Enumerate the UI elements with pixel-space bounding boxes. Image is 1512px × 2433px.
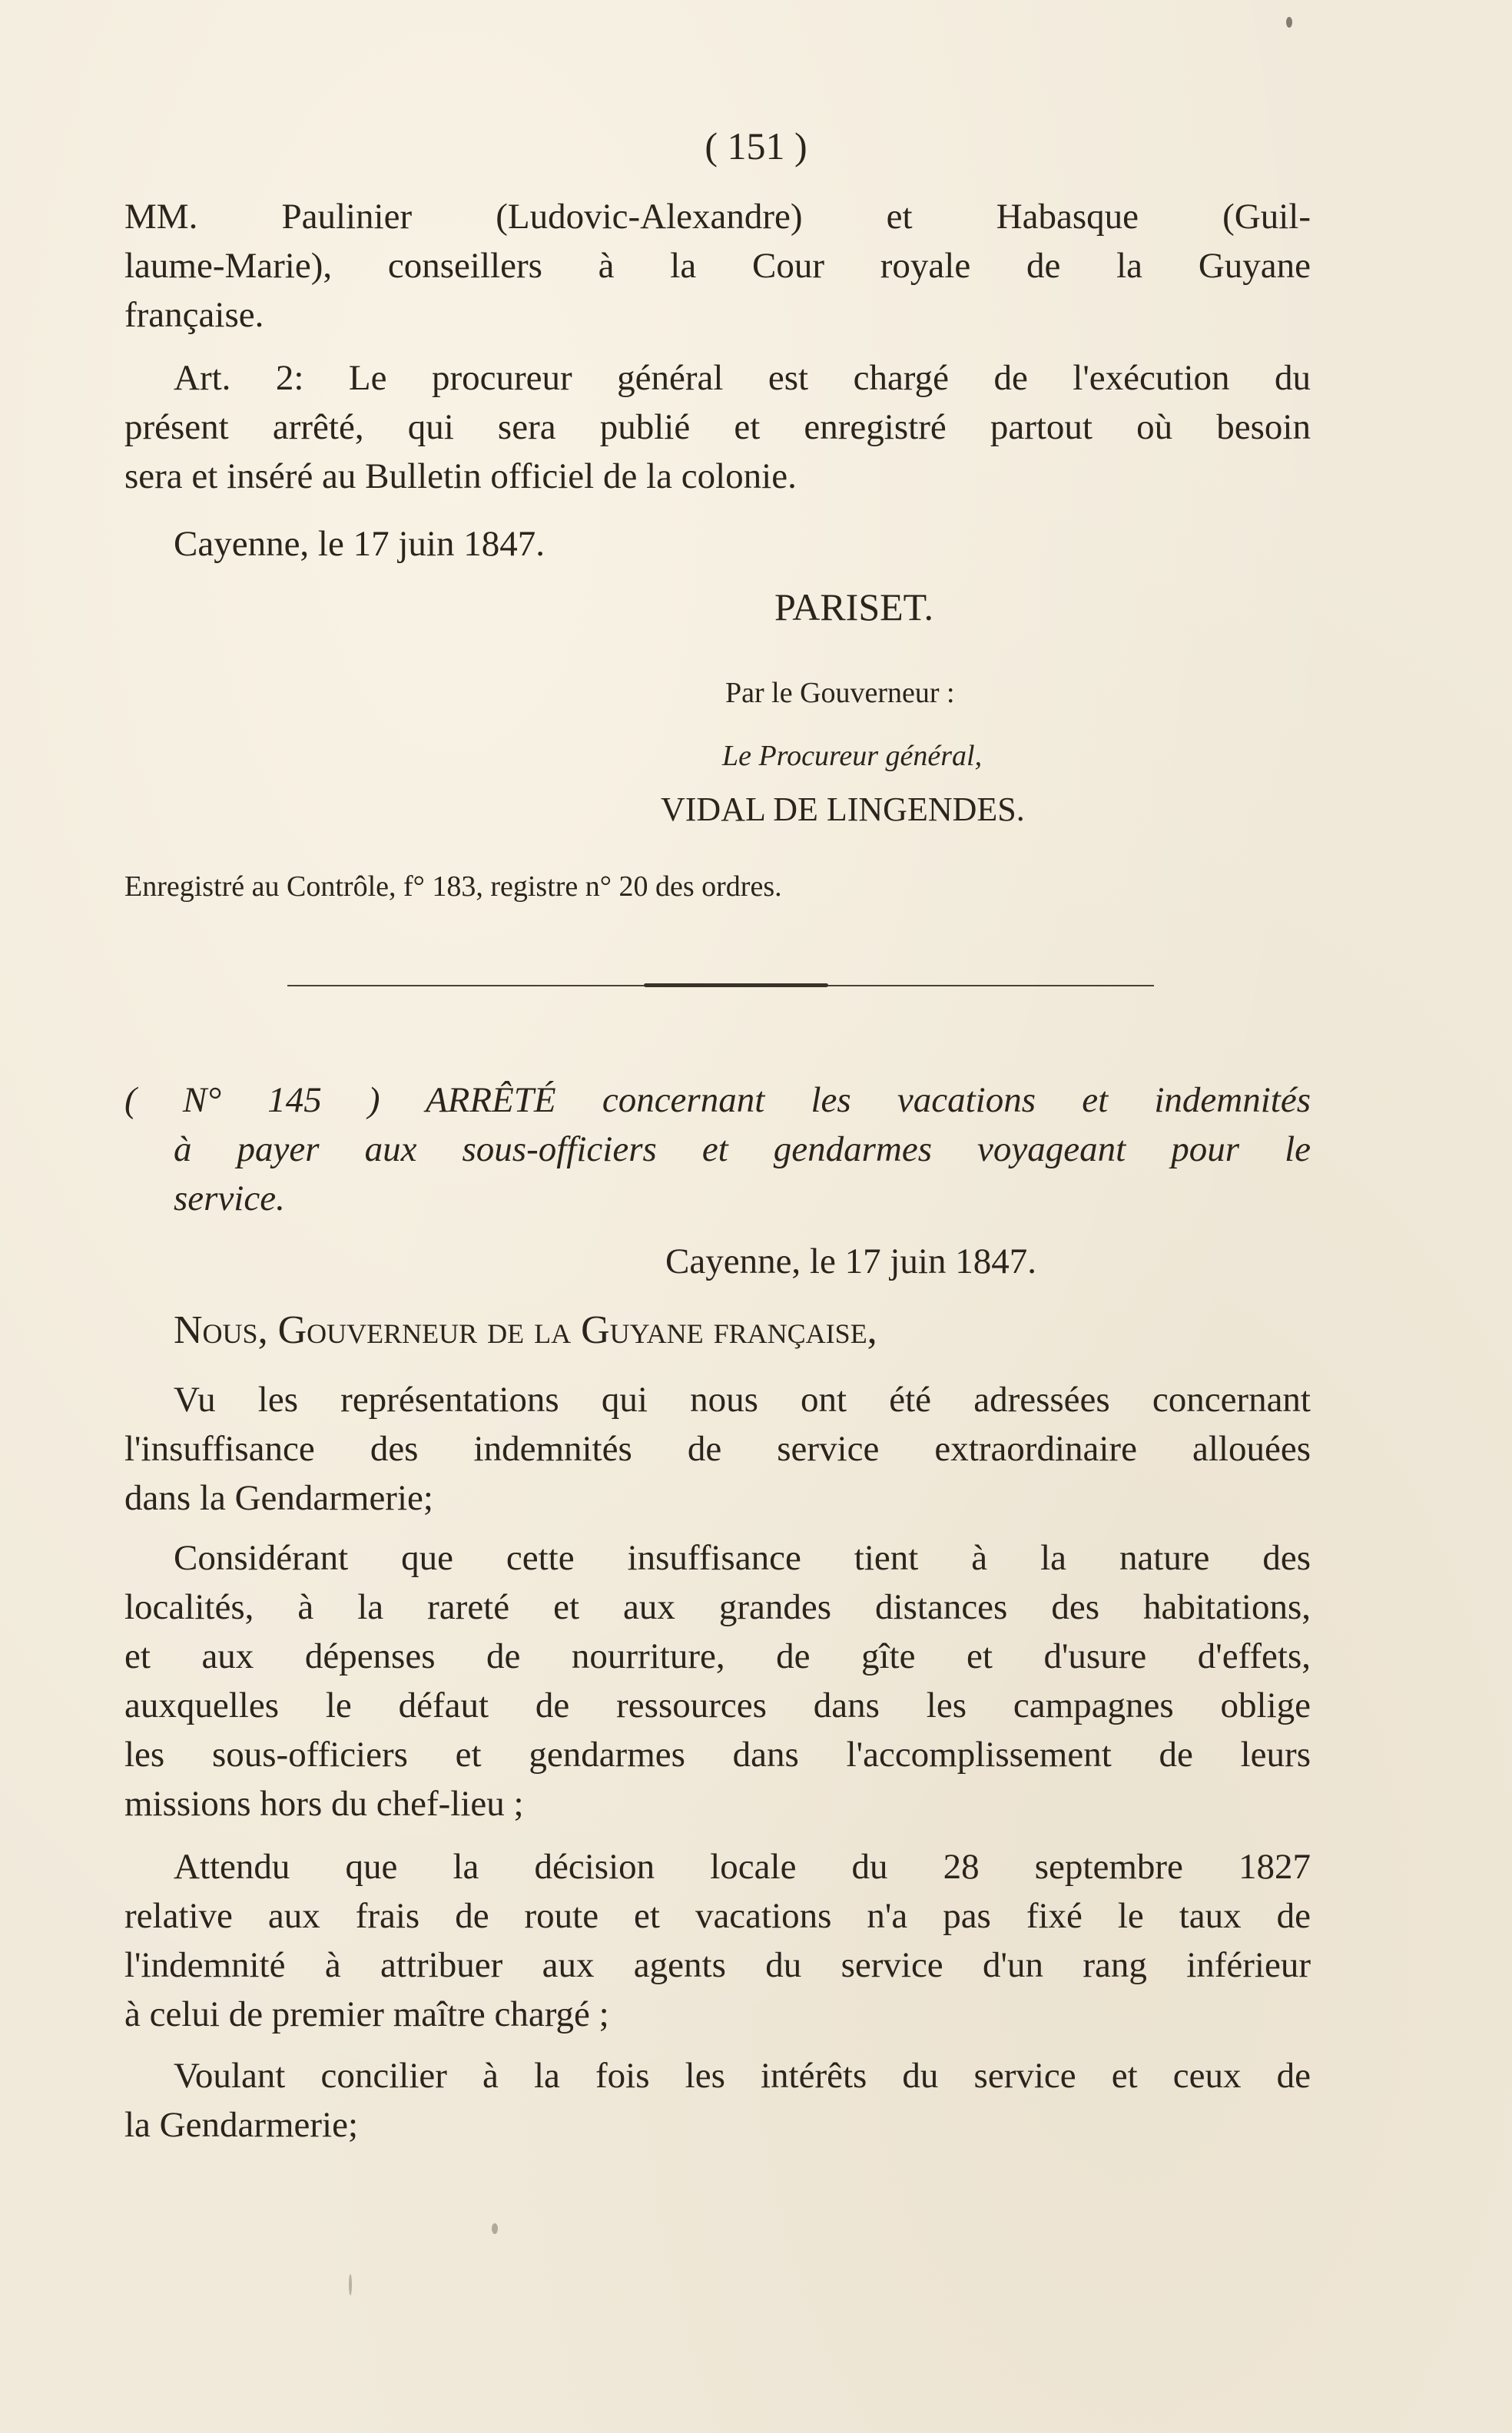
registration-note: Enregistré au Contrôle, f° 183, registre n° 20 des ordres. xyxy=(124,870,782,903)
consideration-line: Considérant que cette insuffisance tient à la nature des xyxy=(174,1538,1311,1578)
consideration-line: les sous-officiers et gendarmes dans l'accomplissement de leurs xyxy=(124,1735,1311,1775)
consideration-line: auxquelles le défaut de ressources dans les campagnes oblige xyxy=(124,1686,1311,1725)
procureur-signature: VIDAL DE LINGENDES. xyxy=(661,791,1025,828)
consideration-line: Voulant concilier à la fois les intérêts du service et ceux de xyxy=(174,2056,1311,2096)
paragraph-line: française. xyxy=(124,295,264,335)
paper-speck xyxy=(349,2274,352,2295)
consideration-line: Attendu que la décision locale du 28 septembre 1827 xyxy=(174,1847,1311,1887)
governor-signature: PARISET. xyxy=(774,585,934,628)
arrete-heading-line: service. xyxy=(174,1178,285,1218)
procureur-title: Le Procureur général, xyxy=(722,740,983,772)
arrete-opening: Nous, Gouverneur de la Guyane française, xyxy=(174,1308,877,1352)
consideration-line: à celui de premier maître chargé ; xyxy=(124,1994,609,2034)
paper-speck xyxy=(492,2223,498,2234)
par-le-gouverneur: Par le Gouverneur : xyxy=(725,677,955,709)
consideration-line: localités, à la rareté et aux grandes distances des habitations, xyxy=(124,1587,1311,1627)
article-line: Art. 2: Le procureur général est chargé de l'exécution du xyxy=(174,358,1311,398)
consideration-line: missions hors du chef-lieu ; xyxy=(124,1784,524,1824)
consideration-line: Vu les représentations qui nous ont été adressées concernant xyxy=(174,1380,1311,1420)
arrete-date: Cayenne, le 17 juin 1847. xyxy=(665,1241,1036,1281)
consideration-line: et aux dépenses de nourriture, de gîte et d'usure d'effets, xyxy=(124,1636,1311,1676)
consideration-line: dans la Gendarmerie; xyxy=(124,1478,433,1518)
consideration-line: la Gendarmerie; xyxy=(124,2105,359,2145)
paragraph-line: MM. Paulinier (Ludovic-Alexandre) et Habasque (Guil- xyxy=(124,197,1311,237)
section-divider-ornament xyxy=(644,983,828,987)
paragraph-line: laume-Marie), conseillers à la Cour royale de la Guyane xyxy=(124,246,1311,286)
date-line: Cayenne, le 17 juin 1847. xyxy=(174,524,545,564)
arrete-heading-line: à payer aux sous-officiers et gendarmes voyageant pour le xyxy=(174,1129,1311,1169)
article-line: présent arrêté, qui sera publié et enregistré partout où besoin xyxy=(124,407,1311,447)
page-number: ( 151 ) xyxy=(705,124,807,167)
consideration-line: l'insuffisance des indemnités de service extraordinaire allouées xyxy=(124,1429,1311,1469)
consideration-line: l'indemnité à attribuer aux agents du service d'un rang inférieur xyxy=(124,1945,1311,1985)
paper-speck xyxy=(1286,17,1292,28)
article-line: sera et inséré au Bulletin officiel de la colonie. xyxy=(124,456,797,496)
arrete-heading-line: ( N° 145 ) ARRÊTÉ concernant les vacations et indemnités xyxy=(124,1080,1311,1120)
consideration-line: relative aux frais de route et vacations n'a pas fixé le taux de xyxy=(124,1896,1311,1936)
